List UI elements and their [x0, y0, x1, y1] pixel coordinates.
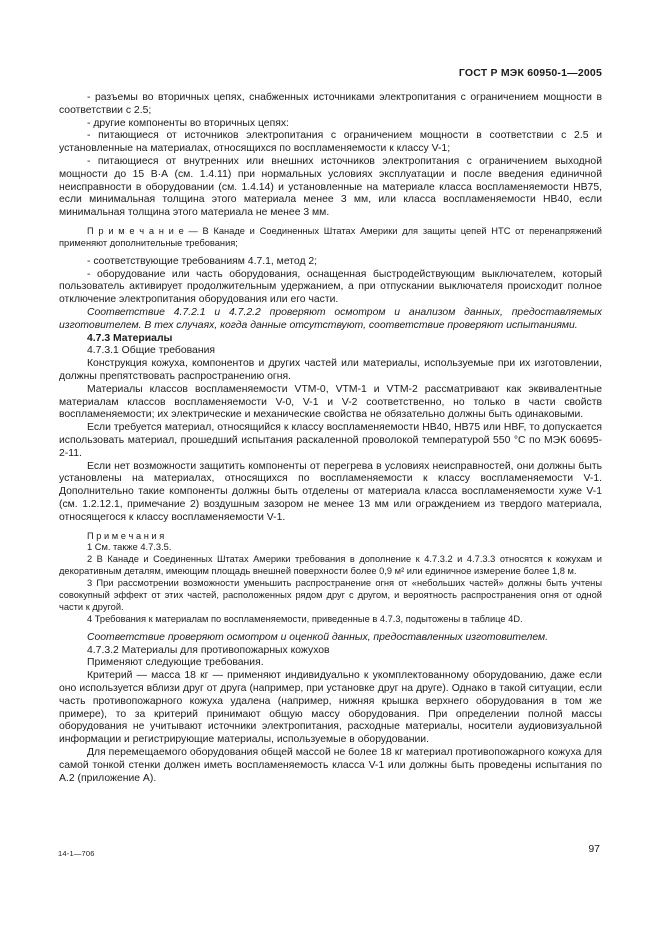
paragraph: Для перемещаемого оборудования общей массой не более 18 кг материал противопожарного кожуха для самой тонкой стенки должен иметь воспламеняемость класса V-1 или должны быть проведены испытания по А.2 (приложение А).: [59, 746, 602, 784]
notes-heading: П р и м е ч а н и я: [87, 530, 165, 541]
paragraph: - питающиеся от внутренних или внешних источников электропитания с ограничением выходной мощности до 15 В·А (см. 1.4.11) при нормальных условиях эксплуатации и после введения единичной неисправности в оборудовании (см. 1.4.14) и установленные на материале класса воспламеняемости НВ75, если минимальная толщина этого материала менее 3 мм, или класса воспламеняемости НВ40, если минимальная толщина этого материала не менее 3 мм.: [59, 155, 602, 219]
section-heading: 4.7.3 Материалы: [87, 332, 173, 344]
note-paragraph: 2 В Канаде и Соединенных Штатах Америки требования в дополнение к 4.7.3.2 и 4.7.3.3 относятся к кожухам и декоративным деталям, имеющим площадь внешней поверхности более 0,9 м² или единичное измерение более 1,8 м.: [59, 554, 602, 577]
subsection-heading: 4.7.3.1 Общие требования: [87, 345, 215, 357]
paragraph: Если нет возможности защитить компоненты от перегрева в условиях неисправностей, они должны быть установлены на материалах, относящихся по воспламеняемости к классу воспламеняемости V-1. Дополнительно такие компоненты должны быть отделены от материала класса воспламеняемости хуже V-1 (см. 1.2.12.1, примечание 2) воздушным зазором не менее 13 мм или ограждением из твердого материала, относящегося к классу воспламеняемости V-1.: [59, 460, 602, 523]
paragraph: Критерий — масса 18 кг — применяют индивидуально к укомплектованному оборудованию, даже если оно используется вблизи друг от друга (например, при установке друг на друге). Однако в такой ситуации, если часть противопожарного кожуха удалена (например, нижняя крышка верхнего оборудования в том же примере), то за критерий принимают общую массу оборудования. При определении полной массы оборудования не учитывают источники электропитания, расходные материалы, носители аудиовизуальной информации и регистрирующие материалы, используемые в оборудовании.: [59, 670, 602, 746]
compliance-paragraph: Соответствие 4.7.2.1 и 4.7.2.2 проверяют осмотром и анализом данных, предоставляемых изготовителем. В тех случаях, когда данные отсутствуют, соответствие проверяют испытаниями.: [59, 306, 602, 331]
document-body: [59, 92, 602, 785]
paragraph: - соответствующие требованиям 4.7.1, метод 2;: [87, 255, 318, 267]
paragraph: Если требуется материал, относящийся к классу воспламеняемости НВ40, НВ75 или HBF, то допускается использовать материал, прошедший испытания раскаленной проволокой температурой 550 °С по МЭК 60695-2-11.: [59, 422, 602, 459]
paragraph: - оборудование или часть оборудования, оснащенная быстродействующим выключателем, который пользователь активирует продолжительным удержанием, а при отпускании выключателя происходит полное отключение электропитания оборудования или его части.: [59, 268, 602, 306]
paragraph: Применяют следующие требования.: [87, 657, 264, 669]
paragraph: - разъемы во вторичных цепях, снабженных источниками электропитания с ограничением мощности в соответствии с 2.5;: [59, 92, 602, 116]
page-number: 97: [588, 843, 600, 855]
paragraph: Конструкция кожуха, компонентов и других частей или материалы, используемые при их изготовлении, должны препятствовать распространению огня.: [59, 358, 602, 382]
paragraph: - другие компоненты во вторичных цепях:: [87, 117, 289, 129]
subsection-heading: 4.7.3.2 Материалы для противопожарных кожухов: [87, 644, 330, 656]
note-paragraph: П р и м е ч а н и е — В Канаде и Соединенных Штатах Америки для защиты цепей НТС от перенапряжений применяют дополнительные требования;: [59, 225, 602, 248]
note-paragraph: 4 Требования к материалам по воспламеняемости, приведенные в 4.7.3, подытожены в таблице 4D.: [87, 613, 523, 624]
paragraph: - питающиеся от источников электропитания с ограничением мощности в соответствии с 2.5 и установленные на материалах, относящихся по воспламеняемости к классу V-1;: [59, 130, 602, 155]
print-order-number: 14-1—706: [58, 849, 95, 858]
document-header-title: ГОСТ Р МЭК 60950-1—2005: [458, 67, 602, 79]
compliance-paragraph: Соответствие проверяют осмотром и оценкой данных, предоставленных изготовителем.: [87, 631, 549, 643]
note-paragraph: 3 При рассмотрении возможности уменьшить распространение огня от «небольших частей» должны быть учтены совокупный эффект от этих частей, расположенных рядом друг с другом, и вероятность распространения огня от одной части к другой.: [59, 578, 602, 612]
note-paragraph: 1 См. также 4.7.3.5.: [87, 542, 172, 553]
paragraph: Материалы классов воспламеняемости VTM-0, VTM-1 и VTM-2 рассматривают как эквивалентные материалам классов воспламеняемости V-0, V-1 и V-2 соответственно, но только в части свойств воспламеняемости; их электрические и механические свойства не обязательно должны быть одинаковыми.: [59, 383, 602, 421]
